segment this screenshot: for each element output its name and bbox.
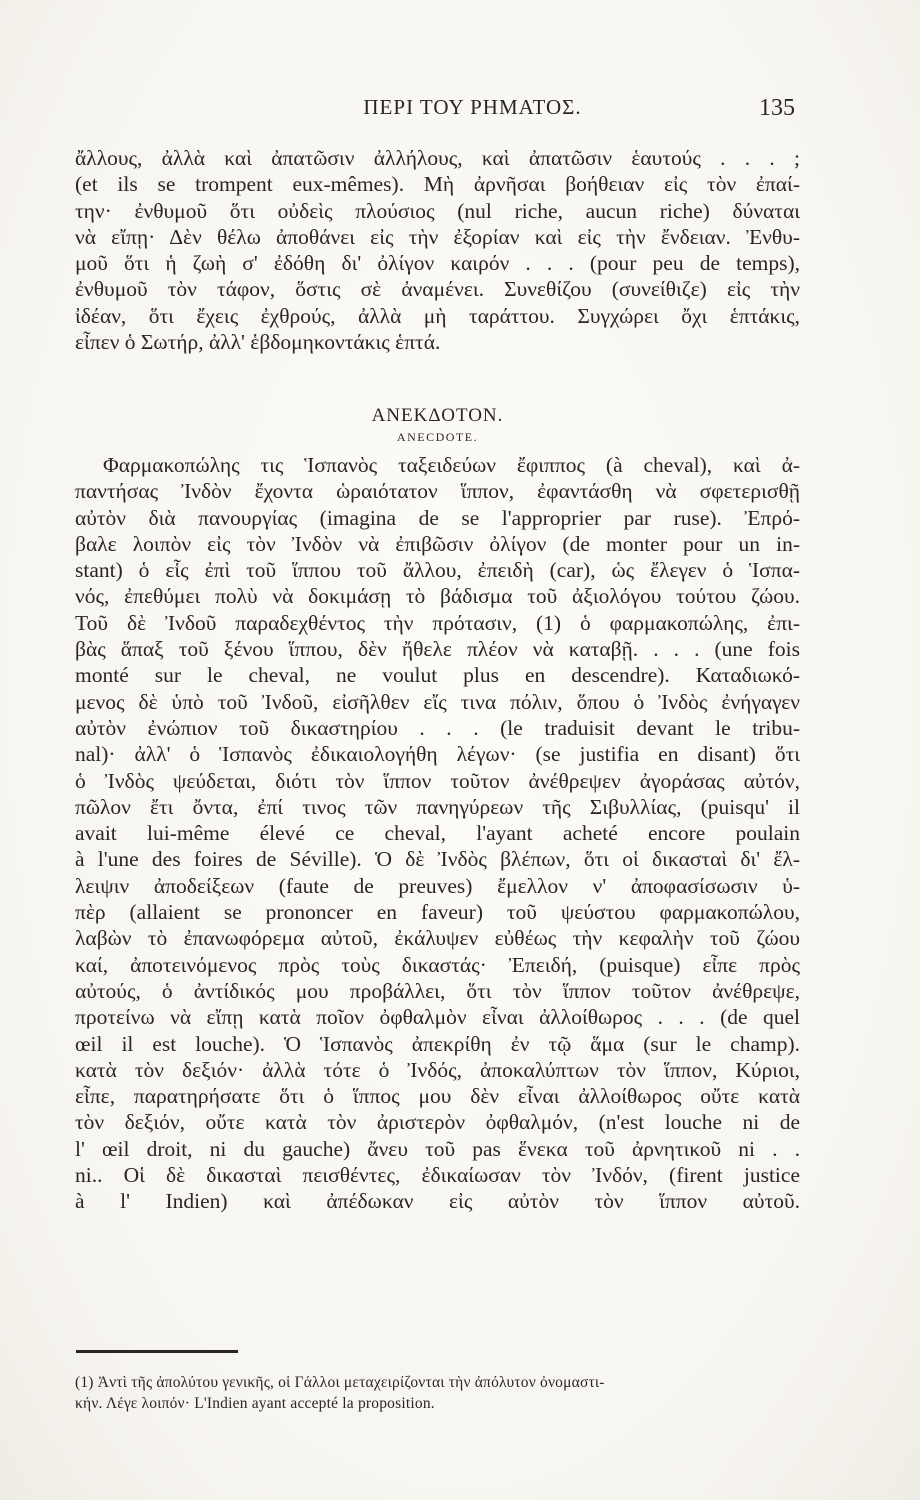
- page-number: 135: [759, 95, 795, 121]
- text-line: την· ἐνθυμοῦ ὅτι οὐδεὶς πλούσιος (nul riche, aucun riche) δύναται: [75, 198, 800, 223]
- text-line: αὐτὸν ἐνώπιον τοῦ δικαστηρίου . . . (le traduisit devant le tribu-: [75, 715, 800, 740]
- text-line: ἄλλους, ἀλλὰ καὶ ἀπατῶσιν ἀλλήλους, καὶ ἀπατῶσιν ἑαυτούς . . . ;: [75, 146, 800, 170]
- text-line: τὸν δεξιόν, οὔτε κατὰ τὸν ἀριστερὸν ὀφθαλμόν, (n'est louche ni de: [75, 1110, 800, 1135]
- text-line: l' œil droit, ni du gauche) ἄνευ τοῦ pas ἕνεκα τοῦ ἀρνητικοῦ ni . .: [75, 1136, 800, 1161]
- text-line: παντήσας Ἰνδὸν ἔχοντα ὡραιότατον ἵππον, ἐφαντάσθη νὰ σφετερισθῇ: [75, 479, 800, 504]
- text-line: monté sur le cheval, ne voulut plus en descendre). Καταδιωκό-: [75, 663, 800, 688]
- text-line: ἐνθυμοῦ τὸν τάφον, ὅστις σὲ ἀναμένει. Συνεθίζου (συνείθιζε) εἰς τὴν: [75, 277, 800, 302]
- footnote: [75, 1372, 800, 1414]
- section-heading: ΑΝΕΚΔΟΤΟΝ.: [371, 405, 504, 426]
- text-line: καί, ἀποτεινόμενος πρὸς τοὺς δικαστάς· Ἐπειδή, (puisque) εἶπε πρὸς: [75, 952, 800, 977]
- text-line: à l' Indien) καὶ ἀπέδωκαν εἰς αὐτὸν τὸν ἵππον αὐτοῦ.: [75, 1189, 800, 1214]
- text-line: βὰς ἅπαξ τοῦ ξένου ἵππου, δὲν ἤθελε πλέον νὰ καταβῇ. . . . (une fois: [75, 637, 800, 662]
- text-line: μοῦ ὅτι ἡ ζωὴ σ' ἐδόθη δι' ὀλίγον καιρόν . . . (pour peu de temps),: [75, 251, 800, 276]
- section-subheading: ANECDOTE.: [396, 430, 479, 444]
- text-line: Φαρμακοπώλης τις Ἱσπανὸς ταξειδεύων ἔφιππος (à cheval), καὶ ἀ-: [103, 453, 800, 477]
- text-line: αὐτούς, ὁ ἀντίδικός μου προβάλλει, ὅτι τὸν ἵππον τοῦτον ἀνέθρεψε,: [75, 978, 800, 1003]
- text-line: λειψιν ἀποδείξεων (faute de preuves) ἔμελλον ν' ἀποφασίσωσιν ὑ-: [75, 873, 800, 898]
- text-line: [75, 1215, 800, 1241]
- text-line: εἶπε, παρατηρήσατε ὅτι ὁ ἵππος μου δὲν εἶναι ἀλλοίθωρος οὔτε κατὰ: [75, 1084, 800, 1109]
- text-line: βαλε λοιπὸν εἰς τὸν Ἰνδὸν νὰ ἐπιβῶσιν ὀλίγον (de monter pour un in-: [75, 531, 800, 556]
- footnote-rule: [76, 1350, 238, 1353]
- text-line: Τοῦ δὲ Ἰνδοῦ παραδεχθέντος τὴν πρότασιν, (1) ὁ φαρμακοπώλης, ἐπι-: [75, 610, 800, 635]
- text-line: νός, ἐπεθύμει πολὺ νὰ δοκιμάσῃ τὸ βάδισμα τοῦ ἀξιολόγου τούτου ζώου.: [75, 584, 800, 609]
- running-head: [150, 95, 795, 135]
- paragraph-2: [75, 452, 800, 1241]
- text-line: avait lui-même élevé ce cheval, l'ayant acheté encore poulain: [75, 821, 800, 846]
- text-line: ἰδέαν, ὅτι ἔχεις ἐχθρούς, ἀλλὰ μὴ ταράττου. Συγχώρει ὄχι ἑπτάκις,: [75, 303, 800, 328]
- paragraph-1: [75, 145, 800, 355]
- text-line: λαβὼν τὸ ἐπανωφόρεμα αὐτοῦ, ἐκάλυψεν εὐθέως τὴν κεφαλὴν τοῦ ζώου: [75, 926, 800, 951]
- text-line: κατὰ τὸν δεξιόν· ἀλλὰ τότε ὁ Ἰνδός, ἀποκαλύπτων τὸν ἵππον, Κύριοι,: [75, 1057, 800, 1082]
- text-line: πὲρ (allaient se prononcer en faveur) τοῦ ψεύστου φαρμακοπώλου,: [75, 900, 800, 925]
- text-line: œil il est louche). Ὁ Ἱσπανὸς ἀπεκρίθη ἐν τῷ ἅμα (sur le champ).: [75, 1031, 800, 1056]
- text-line: nal)· ἀλλ' ὁ Ἱσπανὸς ἐδικαιολογήθη λέγων· (se justifia en disant) ὅτι: [75, 742, 800, 767]
- text-line: μενος δὲ ὑπὸ τοῦ Ἰνδοῦ, εἰσῆλθεν εἴς τινα πόλιν, ὅπου ὁ Ἰνδὸς ἐνήγαγεν: [75, 689, 800, 714]
- text-line: (et ils se trompent eux-mêmes). Μὴ ἀρνῆσαι βοήθειαν εἰς τὸν ἐπαί-: [75, 172, 800, 197]
- text-line: ὁ Ἰνδὸς ψεύδεται, διότι τὸν ἵππον τοῦτον ἀνέθρεψεν ἀγοράσας αὐτόν,: [75, 768, 800, 793]
- running-head-title: ΠΕΡΙ ΤΟΥ ΡΗΜΑΤΟΣ.: [363, 95, 582, 119]
- text-line: ni.. Οἱ δὲ δικασταὶ πεισθέντες, ἐδικαίωσαν τὸν Ἰνδόν, (firent justice: [75, 1163, 800, 1188]
- footnote-line: (1) Ἀντὶ τῆς ἀπολύτου γενικῆς, οἱ Γάλλοι μεταχειρίζονται τὴν ἀπόλυτον ὀνομαστι-: [75, 1374, 605, 1391]
- text-line: προτείνω νὰ εἴπῃ κατὰ ποῖον ὀφθαλμὸν εἶναι ἀλλοίθωρος . . . (de quel: [75, 1005, 800, 1030]
- text-line: αὐτὸν διὰ πανουργίας (imagina de se l'approprier par ruse). Ἐπρό-: [75, 505, 800, 530]
- text-line: νὰ εἴπῃ· Δὲν θέλω ἀποθάνει εἰς τὴν ἐξορίαν καὶ εἰς τὴν ἔνδειαν. Ἐνθυ-: [75, 224, 800, 249]
- text-line: stant) ὁ εἷς ἐπὶ τοῦ ἵππου τοῦ ἄλλου, ἐπειδὴ (car), ὡς ἔλεγεν ὁ Ἱσπα-: [75, 558, 800, 583]
- text-line: à l'une des foires de Séville). Ὁ δὲ Ἰνδὸς βλέπων, ὅτι οἱ δικασταὶ δι' ἔλ-: [75, 847, 800, 872]
- text-line: πῶλον ἔτι ὄντα, ἐπί τινος τῶν πανηγύρεων τῆς Σιβυλλίας, (puisqu' il: [75, 794, 800, 819]
- footnote-line: κήν. Λέγε λοιπόν· L'Indien ayant accepté la proposition.: [75, 1395, 435, 1412]
- text-line: εἶπεν ὁ Σωτήρ, ἀλλ' ἑβδομηκοντάκις ἑπτά.: [75, 330, 441, 355]
